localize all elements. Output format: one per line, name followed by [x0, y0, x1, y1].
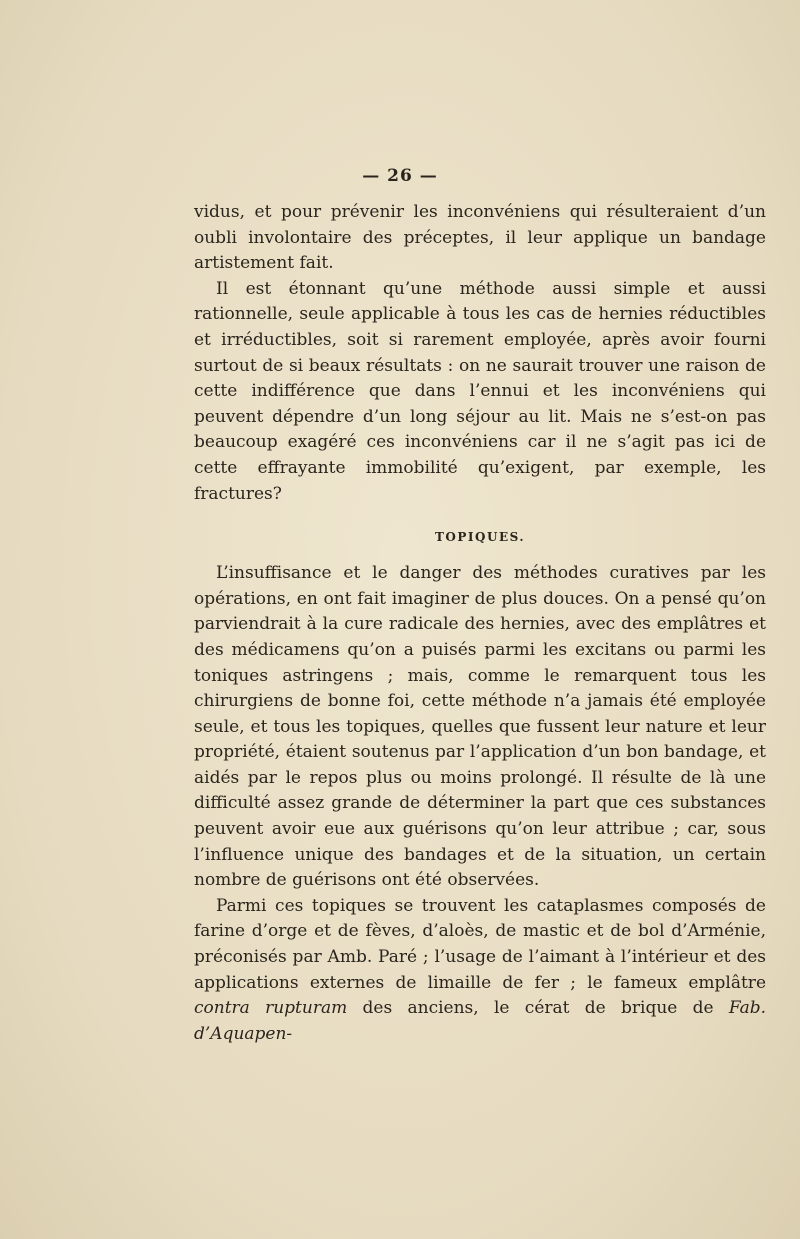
paragraph-4-text-mid: des anciens, le cérat de brique de — [347, 998, 729, 1019]
paragraph-3: L’insuffisance et le danger des méthodes curatives par les opérations, en ont fait imaginer de plus douces. On a pensé qu’on parviendrait à la cure radicale des hernies, avec des emplâtres et des médicamens qu’on a puisés parmi les excitans ou parmi les toniques astringens ; mais, comme le remarquent tous les chirurgiens de bonne foi, cette méthode n’a jamais été employée seule, et tous les topiques, quelles que fussent leur nature et leur propriété, étaient soutenus par l’application d’un bon bandage, et aidés par le repos plus ou moins prolongé. Il résulte de là une difficulté assez grande de déterminer la part que ces substances peuvent avoir eue aux guérisons qu’on leur attribue ; car, sous l’influence unique des bandages et de la situation, un certain nombre de guérisons ont été observées. — [194, 563, 766, 891]
paragraph-4-italic-contra-rupturam: contra rupturam — [194, 998, 348, 1019]
paragraph-2: Il est étonnant qu’une méthode aussi simple et aussi rationnelle, seule applicable à tous les cas de hernies réductibles et irréductibles, soit si rarement employée, après avoir fourni surtout de si beaux résultats : on ne saurait trouver une raison de cette indifférence que dans l’ennui et les inconvéniens qui peuvent dépendre d’un long séjour au lit. Mais ne s’est-on pas beaucoup exagéré ces inconvéniens car il ne s’agit pas ici de cette effrayante immobilité qu’exigent, par exemple, les fractures? — [194, 278, 766, 504]
paragraph-4-italic-fab: Fab. d’Aquapen- — [194, 998, 766, 1044]
paragraph-4 — [194, 894, 766, 1048]
paragraph-1: vidus, et pour prévenir les inconvéniens qui résulteraient d’un oubli involontaire des préceptes, il leur applique un bandage artistement fait. — [194, 202, 766, 274]
section-heading: TOPIQUES. — [435, 530, 525, 545]
paragraph-4-text-start: Parmi ces topiques se trouvent les cataplasmes composés de farine d’orge et de fèves, d’aloès, de mastic et de bol d’Arménie, préconisés par Amb. Paré ; l’usage de l’aimant à l’intérieur et des applications externes de limaille de fer ; le fameux emplâtre — [194, 895, 766, 993]
text-body — [194, 200, 766, 1047]
page-number: — 26 — — [362, 166, 438, 186]
